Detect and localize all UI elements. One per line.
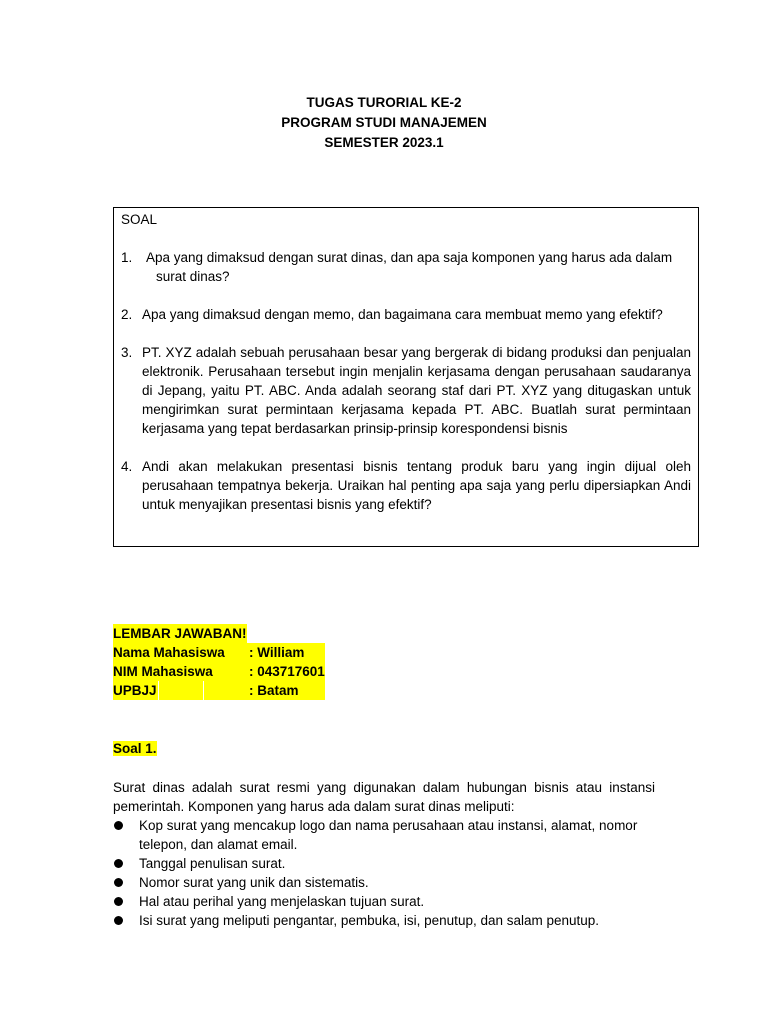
question-item: [121, 343, 691, 438]
list-item: [113, 873, 655, 892]
student-nim-label: NIM Mahasiswa: [113, 664, 213, 679]
list-item: [113, 816, 655, 854]
student-nim-value: : 043717601: [249, 664, 325, 679]
student-name-value: : William: [249, 645, 305, 660]
header-program: PROGRAM STUDI MANAJEMEN: [281, 115, 487, 130]
answer-1-list: [113, 816, 655, 930]
question-text: Apa yang dimaksud dengan memo, dan bagaimana cara membuat memo yang efektif?: [142, 307, 663, 322]
question-item: [121, 457, 691, 514]
question-text: [142, 248, 691, 286]
student-name-label: Nama Mahasiswa: [113, 645, 225, 660]
table-cell: [203, 681, 249, 700]
questions-title: SOAL: [121, 212, 158, 227]
list-item: [113, 892, 655, 911]
list-item-text: Nomor surat yang unik dan sistematis.: [139, 875, 369, 890]
question-number: 1.: [121, 250, 133, 265]
bullet-icon: [113, 816, 139, 854]
student-name-row: [113, 643, 325, 662]
answer-1-intro: Surat dinas adalah surat resmi yang digunakan dalam hubungan bisnis atau instansi pemerintah. Komponen yang harus ada dalam surat dinas meliputi:: [113, 780, 655, 814]
document-header: [0, 93, 768, 153]
bullet-icon: [113, 892, 139, 911]
questions-box: [113, 207, 699, 547]
list-item-text: Tanggal penulisan surat.: [139, 856, 286, 871]
table-cell: [158, 681, 202, 700]
bullet-icon: [113, 873, 139, 892]
question-number: 3.: [121, 345, 133, 360]
answer-1-label: Soal 1.: [113, 741, 157, 756]
student-upbjj-label: UPBJJ: [113, 683, 157, 698]
list-item-text: Hal atau perihal yang menjelaskan tujuan surat.: [139, 894, 425, 909]
answer-sheet-title: LEMBAR JAWABAN!: [113, 626, 247, 641]
question-text: Andi akan melakukan presentasi bisnis tentang produk baru yang ingin dijual oleh perusahaan tempatnya bekerja. Uraikan hal penting apa saja yang perlu dipersiapkan Andi untuk menyajikan presentasi bisnis yang efektif?: [142, 459, 691, 512]
student-upbjj-row: [113, 681, 325, 700]
student-upbjj-value: : Batam: [249, 683, 299, 698]
question-item: [121, 305, 691, 324]
list-item-text: Kop surat yang mencakup logo dan nama perusahaan atau instansi, alamat, nomor telepon, dan alamat email.: [139, 818, 638, 852]
list-item-text: Isi surat yang meliputi pengantar, pembuka, isi, penutup, dan salam penutup.: [139, 913, 600, 928]
bullet-icon: [113, 854, 139, 873]
question-item: [121, 248, 691, 286]
student-upbjj-label-cell: [113, 681, 249, 700]
header-semester: SEMESTER 2023.1: [324, 135, 444, 150]
answer-1-body: [113, 778, 655, 930]
student-nim-row: [113, 662, 325, 681]
list-item: [113, 911, 655, 930]
question-number: 2.: [121, 307, 133, 322]
student-info: [113, 624, 325, 700]
header-title: TUGAS TURORIAL KE-2: [306, 95, 462, 110]
bullet-icon: [113, 911, 139, 930]
answer-1-heading: [113, 739, 157, 758]
question-number: 4.: [121, 459, 133, 474]
question-text-line: Apa yang dimaksud dengan surat dinas, dan apa saja komponen yang harus ada dalam: [146, 250, 673, 265]
question-text-continuation: surat dinas?: [156, 269, 230, 284]
list-item: [113, 854, 655, 873]
question-text: PT. XYZ adalah sebuah perusahaan besar yang bergerak di bidang produksi dan penjualan elektronik. Perusahaan tersebut ingin menjalin kerjasama dengan perusahaan saudaranya di Jepang, yaitu PT. ABC. Anda adalah seorang staf dari PT. XYZ yang ditugaskan untuk mengirimkan surat permintaan kerjasama kepada PT. ABC. Buatlah surat permintaan kerjasama yang tepat berdasarkan prinsip-prinsip korespondensi bisnis: [142, 345, 691, 436]
answer-sheet-title-row: [113, 624, 325, 643]
